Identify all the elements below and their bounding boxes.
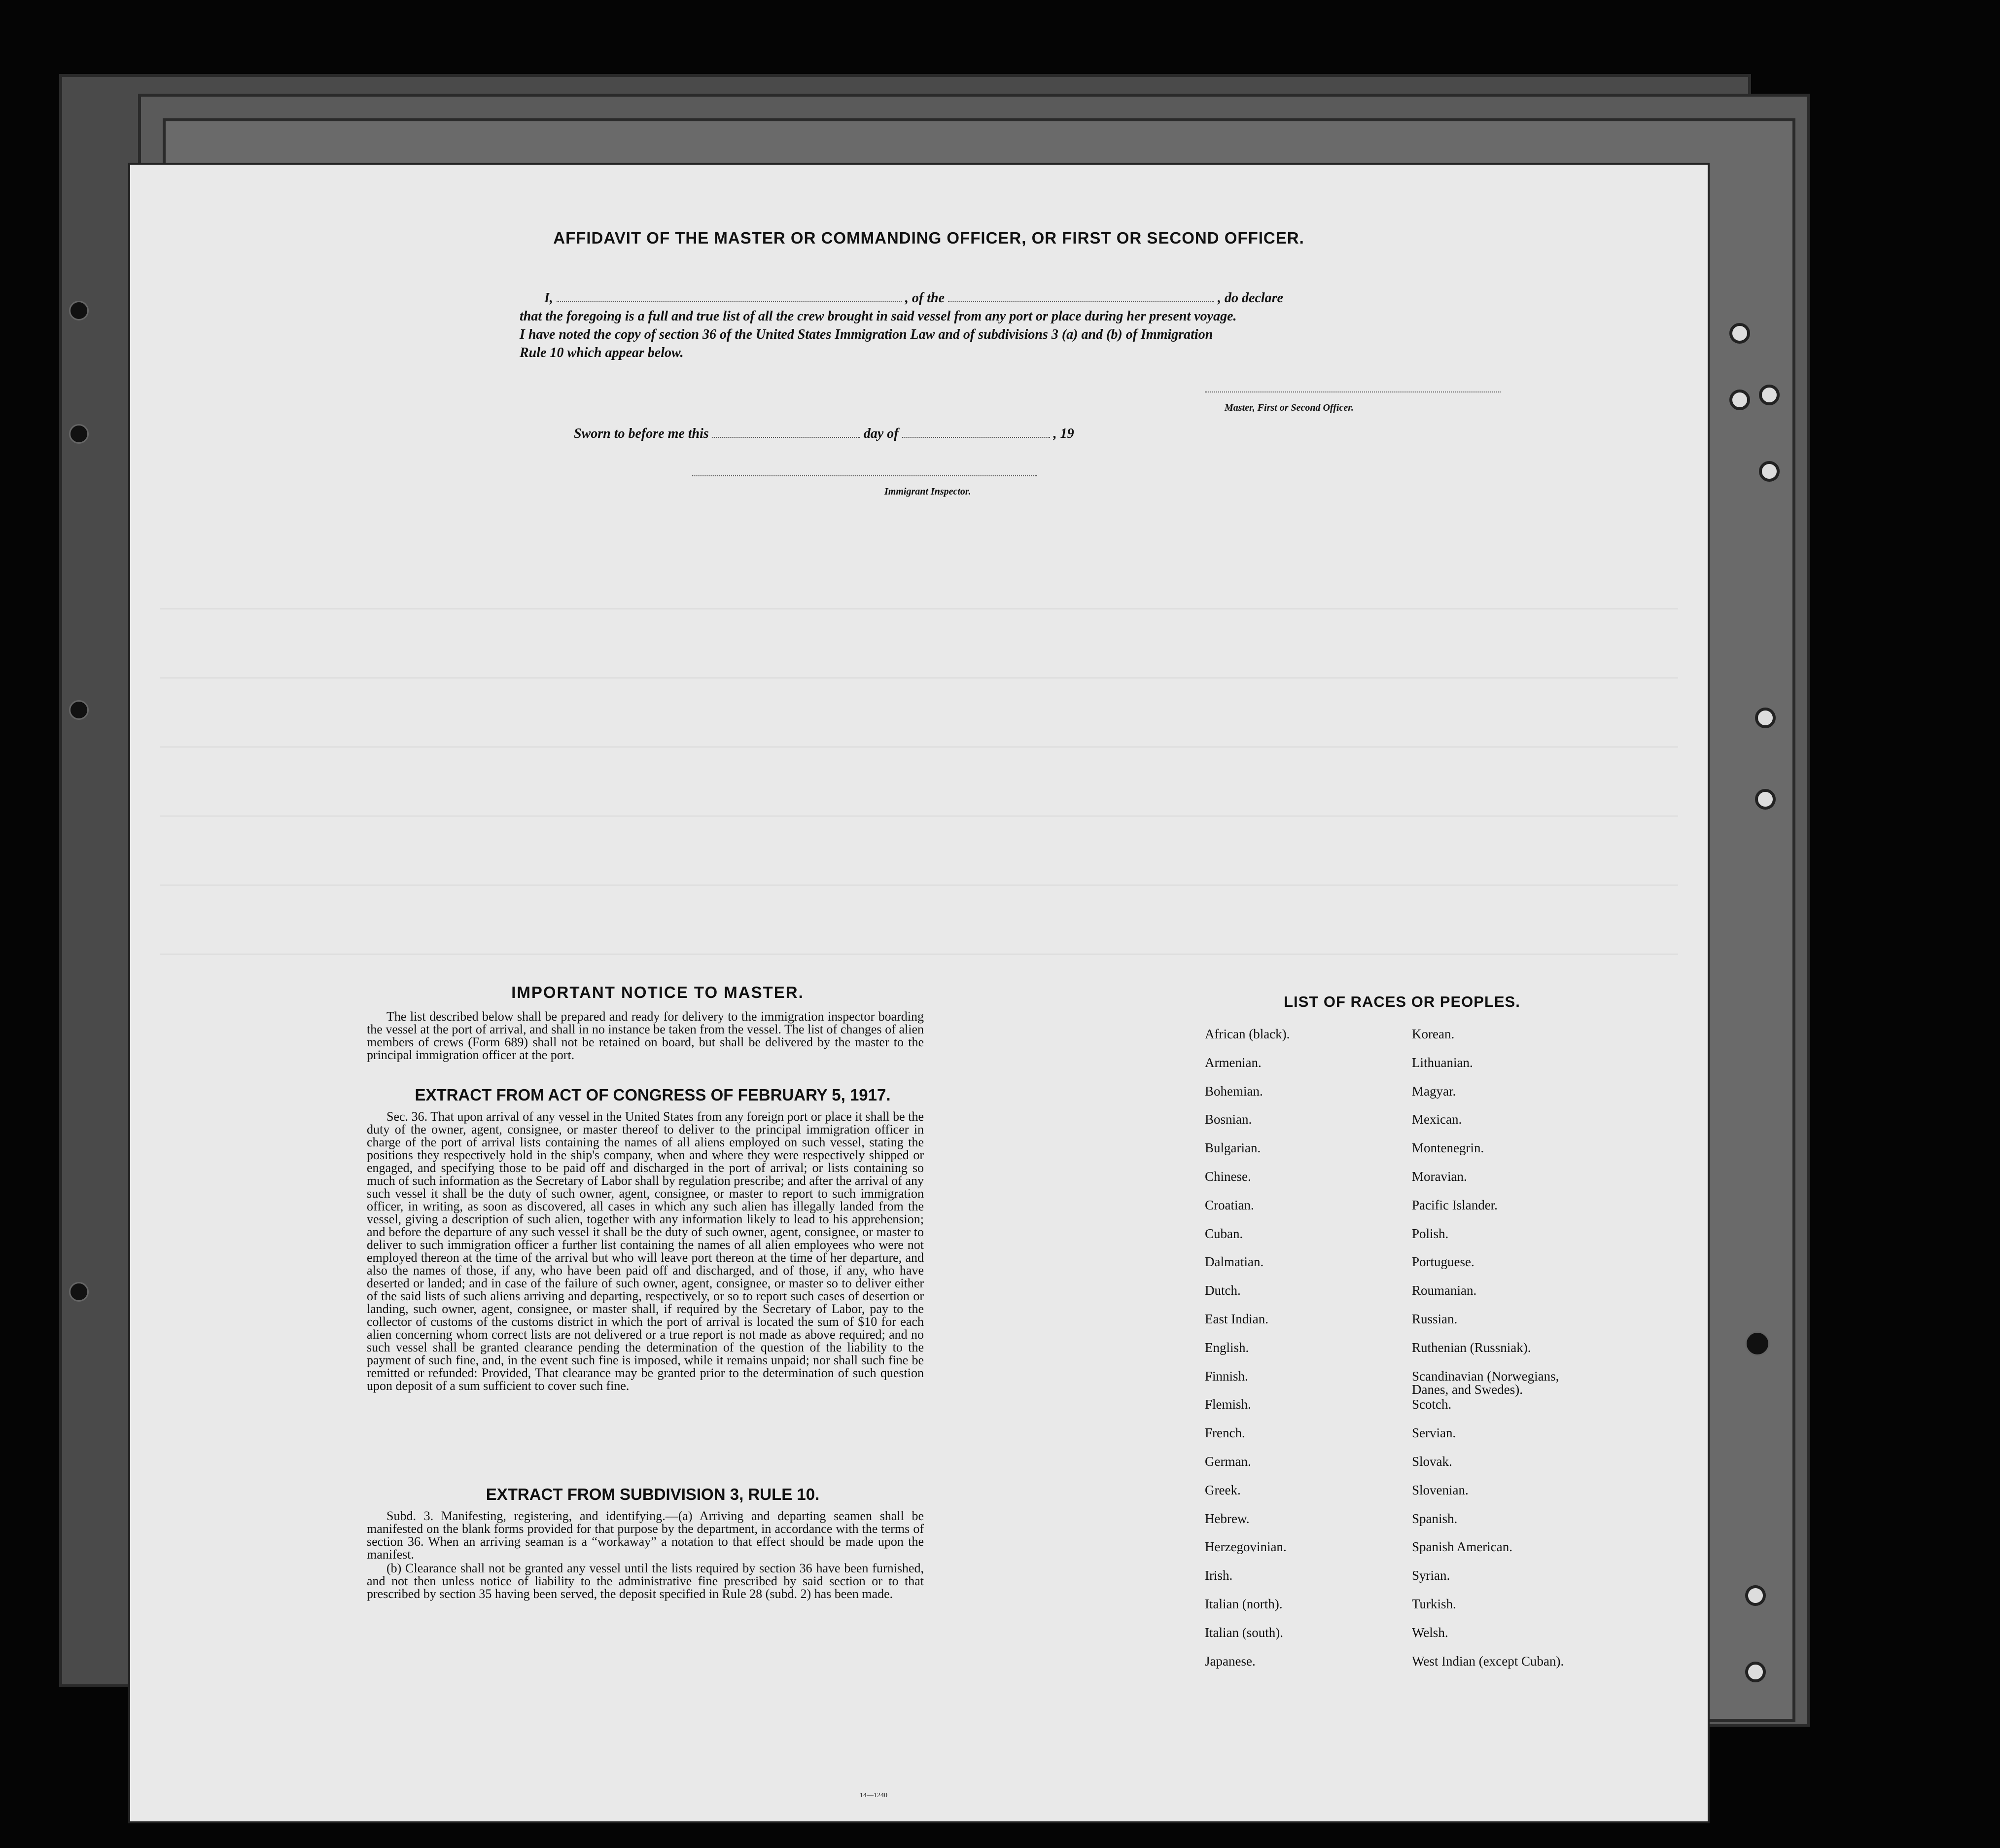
year-label: , 19 xyxy=(1053,426,1074,441)
binder-hole xyxy=(1755,789,1776,810)
affidavit-line-2: that the foregoing is a full and true list of all the crew brought in said vessel from any port or place during her present voyage. xyxy=(520,309,1237,324)
race-item: Moravian. xyxy=(1412,1169,1467,1184)
race-item: Armenian. xyxy=(1205,1055,1262,1070)
affidavit-do-declare-label: , do declare xyxy=(1218,290,1283,306)
race-item: West Indian (except Cuban). xyxy=(1412,1653,1564,1669)
notice-body: The list described below shall be prepared and ready for delivery to the immigration inspector boarding the vessel at the port of arrival, and shall in no instance be taken from the vessel. The list of changes of alien members of crews (Form 689) shall not be retained on board, but shall be delivered by the master to the principal immigration officer at the port. xyxy=(367,1009,924,1062)
binder-hole xyxy=(1745,1662,1766,1682)
race-item: Croatian. xyxy=(1205,1197,1254,1212)
race-item: Italian (north). xyxy=(1205,1596,1283,1611)
binder-hole xyxy=(69,424,89,444)
sworn-line xyxy=(574,426,1074,442)
ghost-rule xyxy=(160,954,1678,955)
act-extract-body: Sec. 36. That upon arrival of any vessel in the United States from any foreign port or place it shall be the duty of the owner, agent, consignee, or master thereof to deliver to the principal immigration officer in charge of the port of arrival lists containing the names of all aliens employed on such vessel, stating the positions they respectively hold in the ship's company, when and where they were respectively shipped or engaged, and specifying those to be paid off and discharged in the port of arrival; or lists containing so much of such information as the Secretary of Labor shall by regulation prescribe; and after the arrival of any such vessel it shall be the duty of such owner, agent, consignee, or master to report to such immigration officer, in writing, as soon as discovered, all cases in which any such alien has illegally landed from the vessel, giving a description of such alien, together with any information likely to lead to his apprehension; and before the departure of any such vessel it shall be the duty of such owner, agent, consignee, or master to deliver to such immigration officer a further list containing the names of all alien employees who were not employed thereon at the time of the arrival but who will leave port thereon at the time of her departure, and also the names of those, if any, who have been paid off and discharged, and of those, if any, who have deserted or landed; and in case of the failure of such owner, agent, consignee, or master so to deliver either of the said lists of such aliens arriving and departing, respectively, or so to report such cases of desertion or landing, such owner, agent, consignee, or master shall, if required by the Secretary of Labor, pay to the collector of customs of the customs district in which the port of arrival is located the sum of $10 for each alien concerning whom correct lists are not delivered or a true report is not made as above required; and no such vessel shall be granted clearance pending the determination of the question of the liability to the payment of such fine, and, in the event such fine is imposed, while it remains unpaid; nor shall such fine be remitted or refunded: Provided, That clearance may be granted prior to the determination of such question upon deposit of a sum sufficient to cover such fine. xyxy=(367,1109,924,1393)
binder-hole xyxy=(1745,1585,1766,1606)
race-item: Irish. xyxy=(1205,1568,1233,1583)
ghost-rule xyxy=(160,816,1678,817)
sworn-month-field[interactable] xyxy=(902,437,1050,438)
rule-extract-title: EXTRACT FROM SUBDIVISION 3, RULE 10. xyxy=(486,1485,820,1503)
inspector-label: Immigrant Inspector. xyxy=(884,486,971,497)
race-item: Korean. xyxy=(1412,1027,1455,1041)
binder-hole xyxy=(1755,708,1776,728)
sworn-day-field[interactable] xyxy=(712,437,860,438)
day-of-label: day of xyxy=(863,426,899,441)
master-signature-field[interactable] xyxy=(1205,391,1501,392)
affidavit-line-4: Rule 10 which appear below. xyxy=(520,345,684,360)
races-title: LIST OF RACES OR PEOPLES. xyxy=(1284,993,1520,1010)
race-item: Spanish. xyxy=(1412,1511,1458,1526)
vessel-name-field[interactable] xyxy=(948,301,1214,302)
binder-hole xyxy=(1729,323,1750,344)
race-item: East Indian. xyxy=(1205,1311,1268,1326)
race-item: Polish. xyxy=(1412,1226,1449,1241)
race-item: Finnish. xyxy=(1205,1368,1248,1384)
race-item: German. xyxy=(1205,1454,1251,1469)
race-item: Scotch. xyxy=(1412,1397,1452,1412)
race-item: Montenegrin. xyxy=(1412,1140,1484,1156)
binder-hole xyxy=(1759,461,1780,482)
ghost-rule xyxy=(160,608,1678,609)
races-right-column xyxy=(1412,1028,1668,1683)
affidavit-of-the-label: , of the xyxy=(905,290,945,306)
ghost-rule xyxy=(160,677,1678,678)
race-item: Welsh. xyxy=(1412,1625,1448,1640)
binder-hole xyxy=(69,1282,89,1302)
race-item: Mexican. xyxy=(1412,1112,1462,1127)
race-item: Portuguese. xyxy=(1412,1254,1474,1270)
race-item: Cuban. xyxy=(1205,1226,1243,1241)
race-item: Pacific Islander. xyxy=(1412,1197,1498,1212)
race-item: Turkish. xyxy=(1412,1596,1456,1611)
affidavit-title: AFFIDAVIT OF THE MASTER OR COMMANDING OFFICER, OR FIRST OR SECOND OFFICER. xyxy=(553,229,1304,247)
race-item: Syrian. xyxy=(1412,1568,1450,1583)
race-item: Dalmatian. xyxy=(1205,1254,1264,1270)
race-item: Servian. xyxy=(1412,1425,1456,1441)
race-item: Magyar. xyxy=(1412,1083,1456,1099)
race-item: Bosnian. xyxy=(1205,1112,1252,1127)
race-item: African (black). xyxy=(1205,1027,1290,1041)
race-item: Scandinavian (Norwegians, Danes, and Swedes). xyxy=(1412,1368,1559,1397)
race-item: Dutch. xyxy=(1205,1283,1241,1298)
notice-title: IMPORTANT NOTICE TO MASTER. xyxy=(511,983,804,1001)
race-item: Japanese. xyxy=(1205,1653,1256,1669)
race-item: Herzegovinian. xyxy=(1205,1539,1287,1555)
race-item: Lithuanian. xyxy=(1412,1055,1473,1070)
race-item: Bohemian. xyxy=(1205,1083,1263,1099)
form-number: 14—1240 xyxy=(860,1792,887,1799)
rule-extract-para-b: (b) Clearance shall not be granted any vessel until the lists required by section 36 have been furnished, and not then unless notice of liability to the administrative fine prescribed by said section or to that prescribed by section 35 having been served, the deposit specified in Rule 28 (subd. 2) has been made. xyxy=(367,1561,924,1601)
binder-hole xyxy=(69,301,89,320)
affidavit-line-3: I have noted the copy of section 36 of the United States Immigration Law and of subdivisions 3 (a) and (b) of Immigration xyxy=(520,327,1213,342)
binder-hole xyxy=(1729,390,1750,410)
race-item: Spanish American. xyxy=(1412,1539,1512,1555)
act-extract-title: EXTRACT FROM ACT OF CONGRESS OF FEBRUARY 5, 1917. xyxy=(415,1086,891,1104)
sworn-label: Sworn to before me this xyxy=(574,426,709,441)
race-item: Ruthenian (Russniak). xyxy=(1412,1340,1531,1355)
binder-hole xyxy=(1759,385,1780,405)
officer-name-field[interactable] xyxy=(557,301,902,302)
race-item: Bulgarian. xyxy=(1205,1140,1261,1156)
race-item: Chinese. xyxy=(1205,1169,1251,1184)
manifest-page xyxy=(128,163,1710,1823)
affidavit-i-label: I, xyxy=(544,290,553,306)
race-item: Russian. xyxy=(1412,1311,1458,1326)
race-item: Italian (south). xyxy=(1205,1625,1283,1640)
races-left-column xyxy=(1205,1028,1412,1683)
race-item: Greek. xyxy=(1205,1482,1241,1497)
race-item: Slovak. xyxy=(1412,1454,1452,1469)
affidavit-declaration-line xyxy=(544,290,1283,306)
ghost-rule xyxy=(160,746,1678,747)
race-item: French. xyxy=(1205,1425,1245,1441)
master-signature-label: Master, First or Second Officer. xyxy=(1225,402,1354,413)
binder-hole xyxy=(69,700,89,720)
binder-hole xyxy=(1745,1331,1770,1356)
inspector-signature-field[interactable] xyxy=(692,475,1037,476)
rule-extract-para-a: Subd. 3. Manifesting, registering, and identifying.—(a) Arriving and departing seamen shall be manifested on the blank forms provided for that purpose by the department, in accordance with the terms of section 36. When an arriving seaman is a “workaway” a notation to that effect should be made upon the manifest. xyxy=(367,1509,924,1562)
race-item: Slovenian. xyxy=(1412,1482,1469,1497)
race-item: English. xyxy=(1205,1340,1249,1355)
race-item: Roumanian. xyxy=(1412,1283,1477,1298)
race-item: Flemish. xyxy=(1205,1397,1251,1412)
ghost-rule xyxy=(160,885,1678,886)
race-item: Hebrew. xyxy=(1205,1511,1250,1526)
